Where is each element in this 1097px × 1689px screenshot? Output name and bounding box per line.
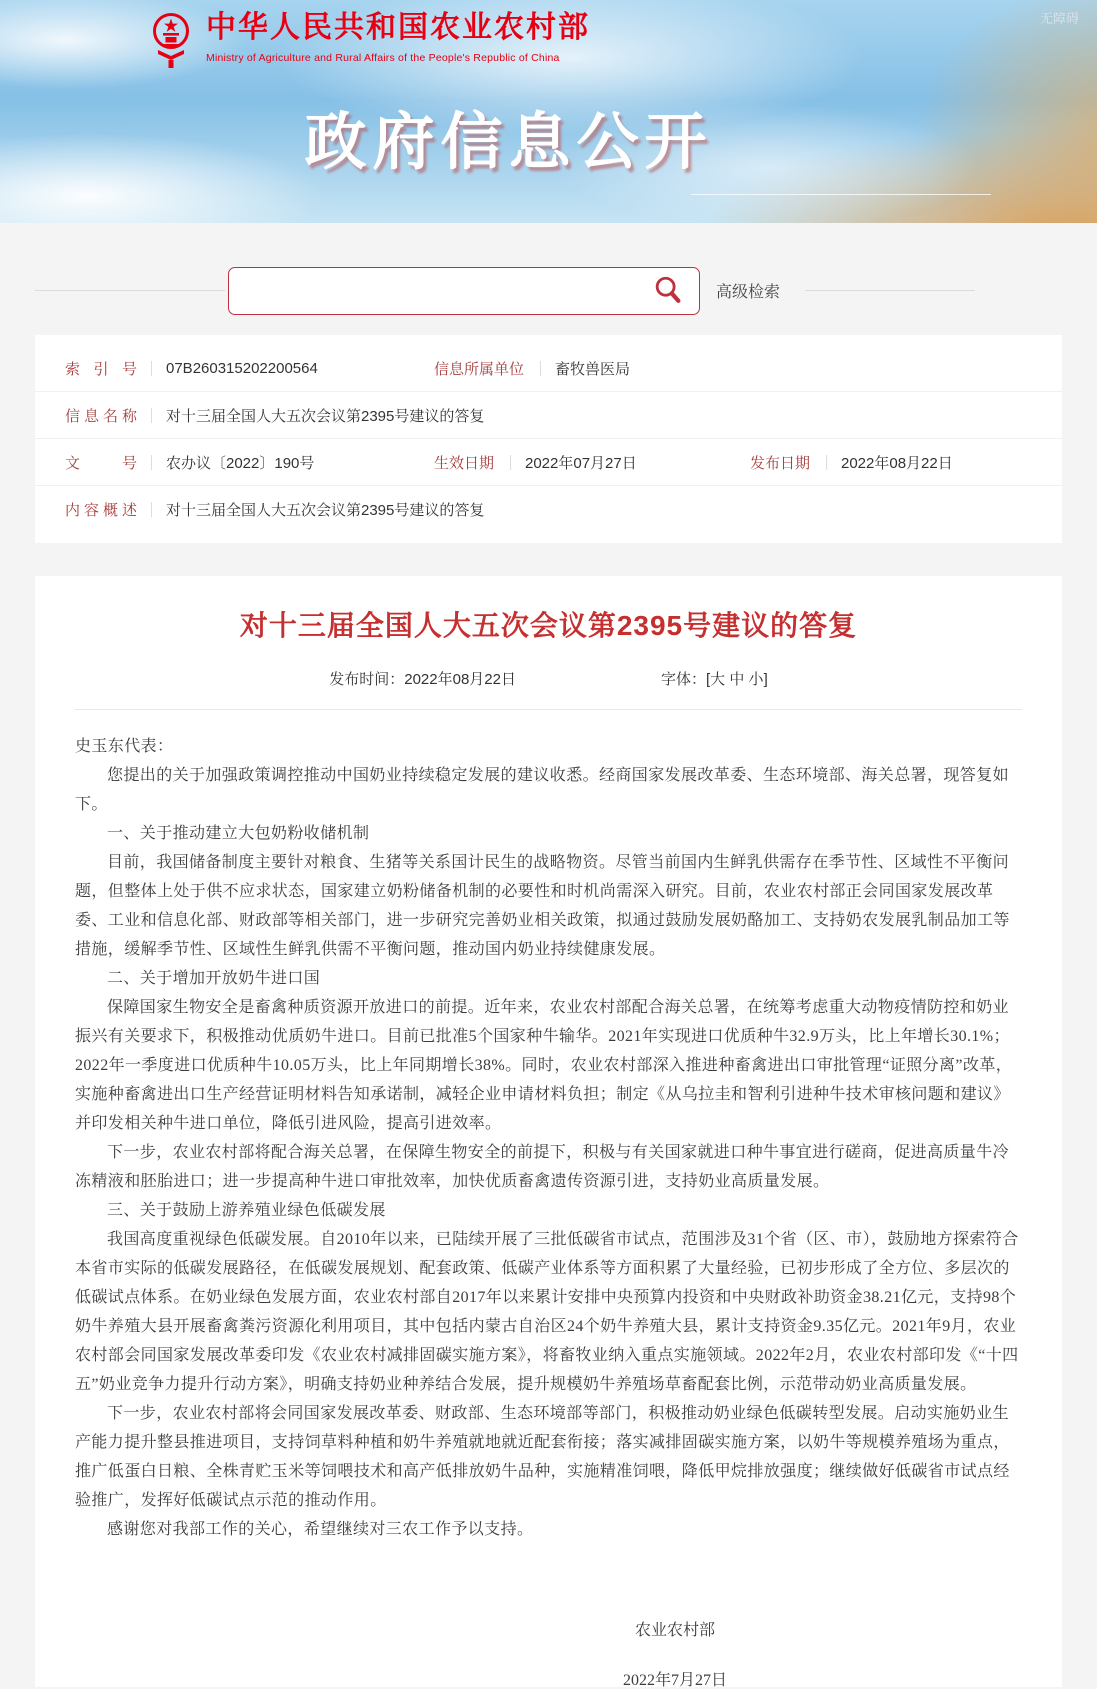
ministry-name-en: Ministry of Agriculture and Rural Affairs of the People's Republic of China (206, 52, 560, 64)
article-divider (75, 709, 1022, 710)
meta-separator (151, 408, 152, 423)
search-box (228, 267, 700, 315)
meta-separator (151, 502, 152, 517)
ministry-name-block (206, 10, 590, 64)
meta-label: 内容概述 (65, 502, 137, 519)
meta-label: 信息所属单位 (434, 360, 525, 378)
ministry-logo[interactable] (148, 10, 590, 70)
article-paragraph: 保障国家生物安全是畜禽种质资源开放进口的前提。近年来，农业农村部配合海关总署，在统筹考虑重大动物疫情防控和奶业振兴有关要求下，积极推动优质奶牛进口。目前已批准5个国家种牛输华。2021年实现进口优质种牛32.9万头，比上年增长30.1%；2022年一季度进口优质种牛10.05万头，比上年同期增长38%。同时，农业农村部深入推进种畜禽进出口审批管理“证照分离”改革，实施种畜禽进出口生产经营证明材料告知承诺制，减轻企业申请材料负担；制定《从乌拉圭和智利引进种牛技术审核问题和建议》并印发相关种牛进口单位，降低引进风险，提高引进效率。 (75, 999, 1013, 1132)
meta-row-docnumber (35, 439, 1062, 486)
search-input[interactable] (245, 271, 651, 311)
meta-row-index (35, 345, 1062, 392)
meta-label: 信息名称 (65, 407, 137, 425)
signature-org: 农业农村部 (634, 1622, 715, 1639)
meta-label: 生效日期 (434, 454, 495, 472)
article-title: 对十三届全国人大五次会议第2395号建议的答复 (239, 610, 858, 641)
article-meta-row (75, 668, 1022, 689)
article-paragraph: 您提出的关于加强政策调控推动中国奶业持续稳定发展的建议收悉。经商国家发展改革委、生态环境部、海关总署，现答复如下。 (75, 767, 1010, 813)
meta-separator (510, 455, 511, 470)
signature-date: 2022年7月27日 (622, 1672, 727, 1689)
divider-left (35, 290, 225, 291)
signature-block (525, 1606, 825, 1689)
meta-separator (151, 361, 152, 376)
meta-value: 农办议〔2022〕190号 (166, 454, 315, 472)
meta-separator (826, 455, 827, 470)
font-ctrl-prefix: 字体：[ (661, 671, 711, 688)
national-emblem-icon (148, 10, 194, 70)
meta-label: 文号 (65, 454, 137, 472)
font-ctrl-suffix: ] (763, 671, 768, 688)
accessibility-link[interactable]: 无障碍 (1039, 11, 1079, 26)
article-paragraph: 我国高度重视绿色低碳发展。自2010年以来，已陆续开展了三批低碳省市试点，范围涉及31个省（区、市），鼓励地方探索符合本省市实际的低碳发展路径，在低碳发展规划、配套政策、低碳产业体系等方面积累了大量经验，已初步形成了全方位、多层次的低碳试点体系。在奶业绿色发展方面，农业农村部自2017年以来累计安排中央预算内投资和中央财政补助资金38.21亿元，支持98个奶牛养殖大县开展畜禽粪污资源化利用项目，其中包括内蒙古自治区24个奶牛养殖大县，累计支持资金9.35亿元。2021年9月，农业农村部会同国家发展改革委印发《农业农村减排固碳实施方案》，将畜牧业纳入重点实施领域。2022年2月，农业农村部印发《“十四五”奶业竞争力提升行动方案》，明确支持奶业种养结合发展，提升规模奶牛养殖场草畜配套比例，示范带动奶业高质量发展。 (75, 1231, 1019, 1393)
meta-value: 2022年08月22日 (841, 454, 953, 472)
meta-label: 索引号 (65, 360, 137, 378)
article-salutation: 史玉东代表： (75, 738, 174, 755)
meta-value: 对十三届全国人大五次会议第2395号建议的答复 (166, 407, 485, 425)
article-paragraph: 目前，我国储备制度主要针对粮食、生猪等关系国计民生的战略物资。尽管当前国内生鲜乳供需存在季节性、区域性不平衡问题，但整体上处于供不应求状态，国家建立奶粉储备机制的必要性和时机尚需深入研究。目前，农业农村部正会同国家发展改革委、工业和信息化部、财政部等相关部门，进一步研究完善奶业相关政策，拟通过鼓励发展奶酪加工、支持奶农发展乳制品加工等措施，缓解季节性、区域性生鲜乳供需不平衡问题，推动国内奶业持续健康发展。 (75, 854, 1010, 958)
meta-separator (151, 455, 152, 470)
article-section-heading: 三、关于鼓励上游养殖业绿色低碳发展 (107, 1202, 386, 1219)
meta-row-title (35, 392, 1062, 439)
font-size-medium[interactable]: 中 (729, 671, 745, 688)
article-card (35, 576, 1062, 1687)
article-paragraph: 下一步，农业农村部将配合海关总署，在保障生物安全的前提下，积极与有关国家就进口种牛事宜进行磋商，促进高质量牛冷冻精液和胚胎进口；进一步提高种牛进口审批效率，加快优质畜禽遗传资源引进，支持奶业高质量发展。 (75, 1144, 1010, 1190)
meta-value: 07B260315202200564 (166, 359, 318, 377)
advanced-search-link[interactable]: 高级检索 (716, 284, 781, 301)
publish-time: 发布时间：2022年08月22日 (329, 671, 516, 688)
article-section-heading: 一、关于推动建立大包奶粉收储机制 (107, 825, 370, 842)
search-section (0, 223, 1097, 335)
search-button[interactable] (651, 274, 685, 308)
ministry-name-cn: 中华人民共和国农业农村部 (206, 11, 590, 44)
meta-value: 畜牧兽医局 (555, 360, 631, 378)
article-section-heading: 二、关于增加开放奶牛进口国 (107, 970, 321, 987)
divider-right (805, 290, 975, 291)
meta-value: 对十三届全国人大五次会议第2395号建议的答复 (166, 502, 485, 519)
article-paragraph: 下一步，农业农村部将会同国家发展改革委、财政部、生态环境部等部门，积极推动奶业绿色低碳转型发展。启动实施奶业生产能力提升整县推进项目，支持饲草料种植和奶牛养殖就地就近配套衔接；落实减排固碳实施方案，以奶牛等规模养殖场为重点，推广低蛋白日粮、全株青贮玉米等饲喂技术和高产低排放奶牛品种，实施精准饲喂，降低甲烷排放强度；继续做好低碳省市试点经验推广，发挥好低碳试点示范的推动作用。 (75, 1405, 1010, 1509)
meta-row-summary (35, 486, 1062, 533)
font-size-control (661, 668, 768, 689)
banner (0, 0, 1097, 223)
font-size-small[interactable]: 小 (748, 671, 764, 688)
article-paragraph: 感谢您对我部工作的关心，希望继续对三农工作予以支持。 (107, 1521, 534, 1538)
article-body (75, 732, 1022, 1544)
document-meta-card (35, 335, 1062, 543)
meta-label: 发布日期 (750, 454, 811, 472)
font-size-large[interactable]: 大 (710, 671, 726, 688)
search-icon (652, 274, 684, 306)
meta-separator (540, 361, 541, 376)
meta-value: 2022年07月27日 (525, 454, 637, 472)
page-title: 政府信息公开 (304, 109, 713, 177)
banner-divider (691, 194, 991, 195)
